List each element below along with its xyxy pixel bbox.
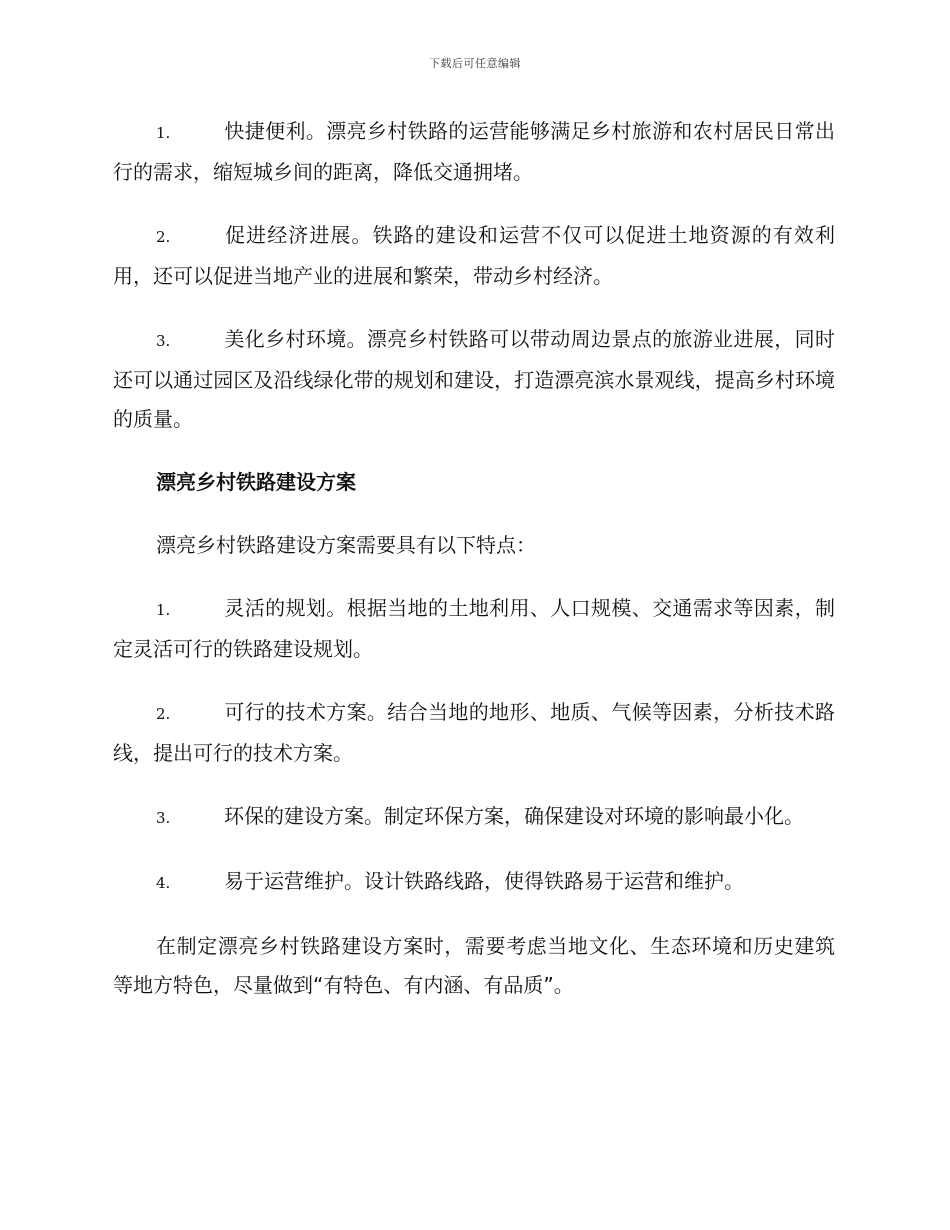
benefit-text: 促进经济进展。铁路的建设和运营不仅可以促进土地资源的有效利用，还可以促进当地产业的进展和繁荣，带动乡村经济。 — [113, 223, 835, 288]
benefit-number: 1. — [156, 124, 171, 142]
benefit-item-1 — [113, 112, 835, 192]
benefit-text: 美化乡村环境。漂亮乡村铁路可以带动周边景点的旅游业进展，同时还可以通过园区及沿线绿化带的规划和建设，打造漂亮滨水景观线，提高乡村环境的质量。 — [113, 327, 835, 431]
feature-text: 易于运营维护。设计铁路线路，使得铁路易于运营和维护。 — [224, 869, 744, 893]
feature-text: 灵活的规划。根据当地的土地利用、人口规模、交通需求等因素，制定灵活可行的铁路建设规划。 — [113, 596, 835, 661]
feature-number: 1. — [156, 601, 171, 619]
benefit-number: 3. — [156, 332, 171, 350]
benefit-item-2 — [113, 216, 835, 296]
benefit-number: 2. — [156, 228, 171, 246]
feature-text: 环保的建设方案。制定环保方案，确保建设对环境的影响最小化。 — [224, 804, 804, 828]
feature-item-3 — [113, 797, 835, 838]
feature-number: 3. — [156, 809, 171, 827]
section-heading: 漂亮乡村铁路建设方案 — [156, 470, 356, 494]
benefit-text: 快捷便利。漂亮乡村铁路的运营能够满足乡村旅游和农村居民日常出行的需求，缩短城乡间的距离，降低交通拥堵。 — [113, 119, 835, 184]
closing-paragraph: 在制定漂亮乡村铁路建设方案时，需要考虑当地文化、生态环境和历史建筑等地方特色，尽量做到“有特色、有内涵、有品质”。 — [113, 934, 835, 997]
feature-text: 可行的技术方案。结合当地的地形、地质、气候等因素，分析技术路线，提出可行的技术方案。 — [113, 700, 835, 765]
document-body — [113, 112, 835, 1029]
feature-number: 2. — [156, 705, 171, 723]
feature-item-1 — [113, 589, 835, 669]
feature-item-2 — [113, 693, 835, 773]
feature-number: 4. — [156, 874, 171, 892]
section-intro: 漂亮乡村铁路建设方案需要具有以下特点： — [156, 533, 536, 557]
header-note: 下载后可任意编辑 — [429, 57, 521, 70]
benefit-item-3 — [113, 320, 835, 439]
feature-item-4 — [113, 862, 835, 903]
